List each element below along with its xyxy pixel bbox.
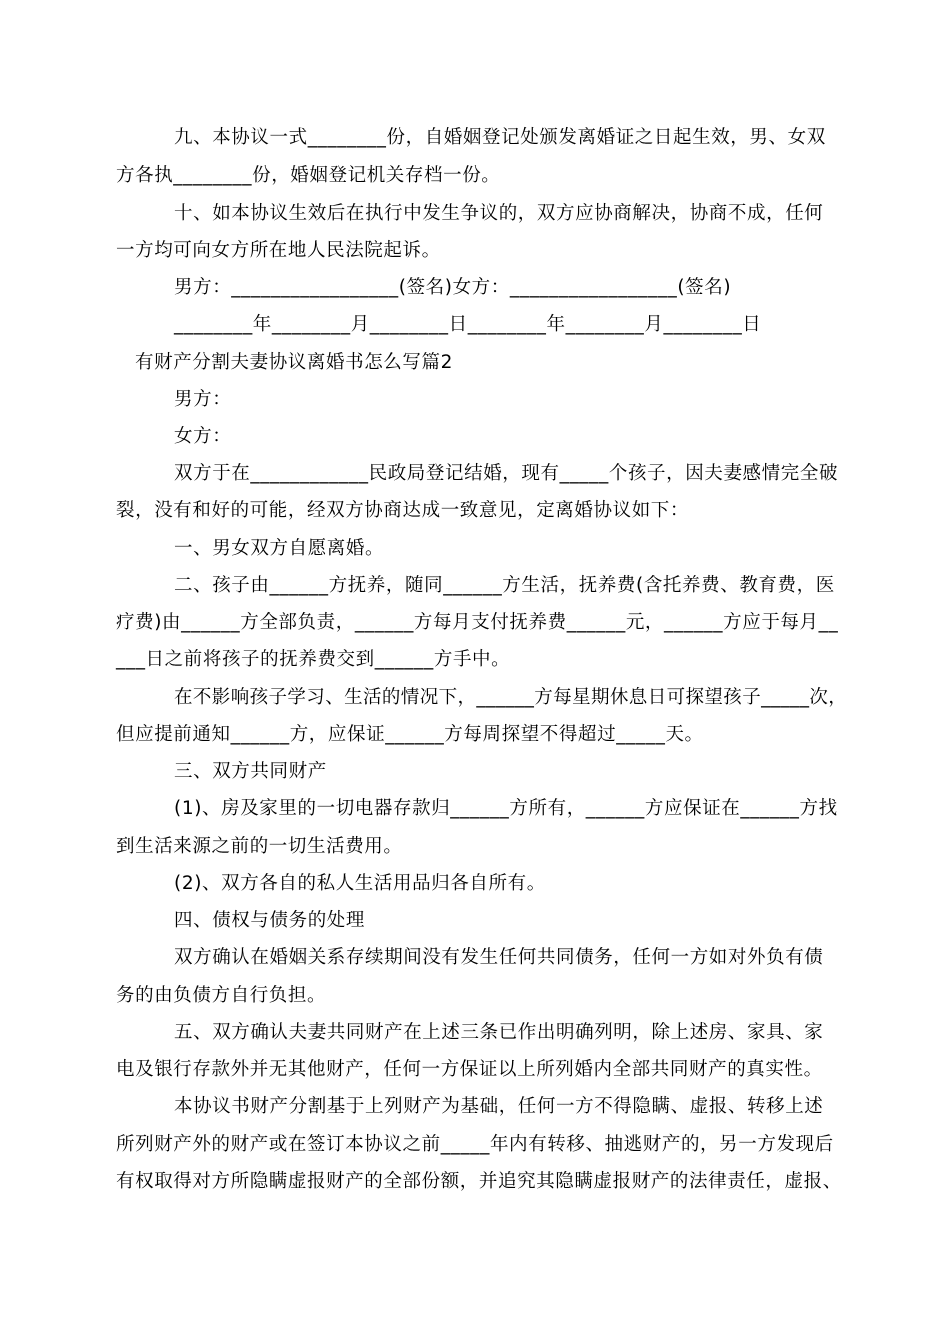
clause-5-line-1: 五、双方确认夫妻共同财产在上述三条已作出明确列明，除上述房、家具、家 (174, 1022, 824, 1043)
debt-line-1: 双方确认在婚姻关系存续期间没有发生任何共同债务，任何一方如对外负有债 (174, 947, 824, 968)
visitation-line-2: 但应提前通知______方，应保证______方每周探望不得超过_____天。 (116, 724, 704, 745)
clause-2-line-1: 二、孩子由______方抚养，随同______方生活，抚养费(含托养费、教育费，医 (174, 575, 835, 596)
party-male: 男方： (174, 389, 232, 410)
clause-10-line-2: 一方均可向女方所在地人民法院起诉。 (116, 240, 441, 261)
clause-9-line-2: 方各执________份，婚姻登记机关存档一份。 (116, 165, 501, 186)
basis-line-2: 所列财产外的财产或在签订本协议之前_____年内有转移、抽逃财产的，另一方发现后 (116, 1134, 834, 1155)
clause-9-line-1: 九、本协议一式________份，自婚姻登记处颁发离婚证之日起生效，男、女双 (174, 127, 826, 148)
intro-line-2: 裂，没有和好的可能，经双方协商达成一致意见，定离婚协议如下： (116, 500, 690, 521)
signature-line: 男方：_________________(签名)女方：_________________(签名) (174, 277, 732, 298)
date-line: ________年________月________日________年________月________日 (174, 314, 762, 335)
visitation-line-1: 在不影响孩子学习、生活的情况下，______方每星期休息日可探望孩子_____次， (174, 687, 848, 708)
basis-line-1: 本协议书财产分割基于上列财产为基础，任何一方不得隐瞒、虚报、转移上述 (174, 1096, 824, 1117)
intro-line-1: 双方于在____________民政局登记结婚，现有_____个孩子，因夫妻感情完全破 (174, 463, 839, 484)
basis-line-3: 有权取得对方所隐瞒虚报财产的全部份额，并追究其隐瞒虚报财产的法律责任，虚报、 (116, 1171, 842, 1192)
property-item-1-line-2: 到生活来源之前的一切生活费用。 (116, 836, 403, 857)
party-female: 女方： (174, 426, 232, 447)
debt-line-2: 务的由负债方自行负担。 (116, 985, 327, 1006)
clause-2-line-3: ___日之前将孩子的抚养费交到______方手中。 (116, 649, 511, 670)
clause-1: 一、男女双方自愿离婚。 (174, 538, 385, 559)
clause-2-line-2: 疗费)由______方全部负责，______方每月支付抚养费______元，______方应于每月__ (116, 612, 839, 633)
clause-5-line-2: 电及银行存款外并无其他财产，任何一方保证以上所列婚内全部共同财产的真实性。 (116, 1059, 823, 1080)
clause-4-heading: 四、债权与债务的处理 (174, 910, 366, 931)
clause-10-line-1: 十、如本协议生效后在执行中发生争议的，双方应协商解决，协商不成，任何 (174, 203, 824, 224)
property-item-1-line-1: (1)、房及家里的一切电器存款归______方所有，______方应保证在______方找 (174, 798, 838, 819)
section-title: 有财产分割夫妻协议离婚书怎么写篇2 (135, 352, 453, 373)
clause-3-heading: 三、双方共同财产 (174, 761, 327, 782)
property-item-2: (2)、双方各自的私人生活用品归各自所有。 (174, 873, 546, 894)
